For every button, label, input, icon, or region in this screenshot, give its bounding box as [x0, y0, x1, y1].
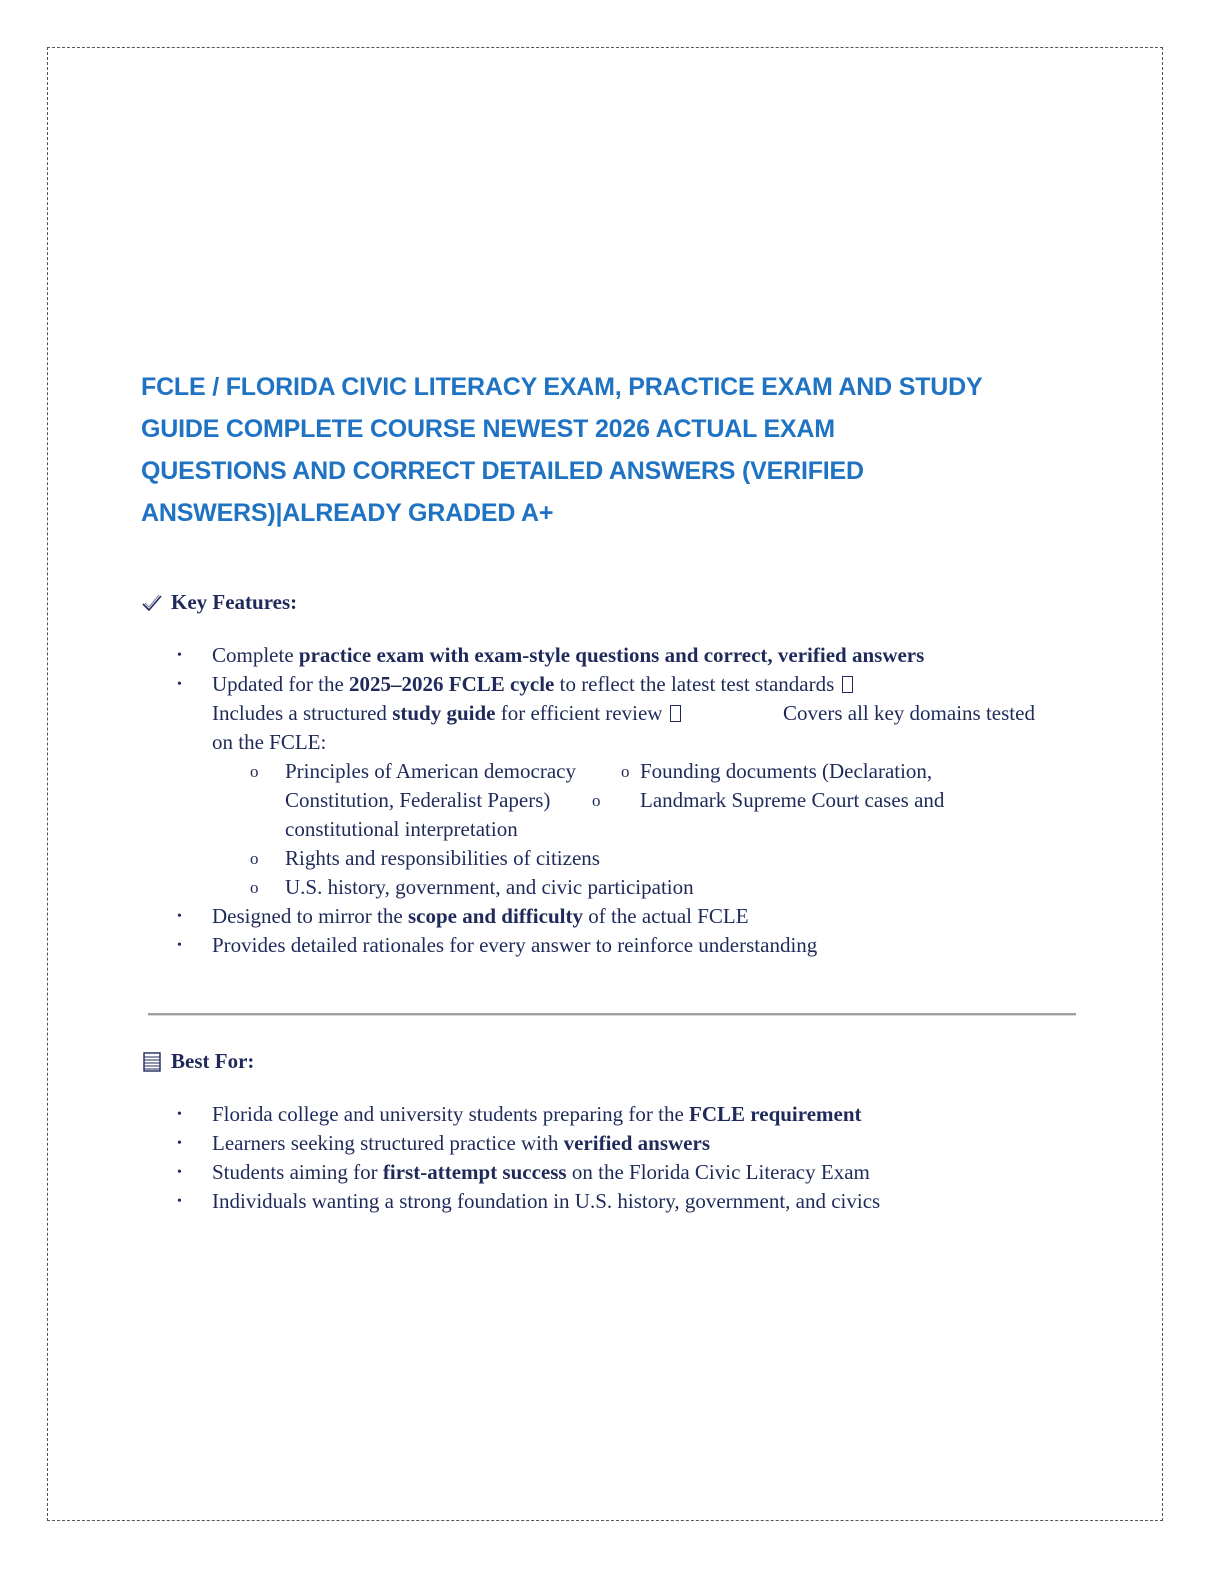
list-item: Provides detailed rationales for every answer to reinforce understanding: [212, 933, 818, 957]
key-features-label: Key Features:: [171, 590, 298, 614]
best-for-label: Best For:: [171, 1049, 255, 1073]
bullet-glyph: •: [177, 1194, 182, 1209]
list-item: Florida college and university students preparing for the FCLE requirement: [212, 1102, 862, 1126]
sub-list-item: Rights and responsibilities of citizens: [285, 846, 600, 870]
title-line: GUIDE COMPLETE COURSE NEWEST 2026 ACTUAL EXAM: [141, 415, 835, 443]
title-line: ANSWERS)|ALREADY GRADED A+: [141, 499, 554, 527]
key-features-heading: [141, 590, 297, 615]
list-item: Designed to mirror the scope and difficulty of the actual FCLE: [212, 904, 749, 928]
bullet-glyph: •: [177, 938, 182, 953]
missing-glyph-icon: [670, 705, 681, 722]
sub-list-item: constitutional interpretation: [285, 817, 518, 841]
ledger-icon: [141, 1051, 163, 1073]
bullet-glyph: •: [177, 1107, 182, 1122]
list-item: Students aiming for first-attempt success on the Florida Civic Literacy Exam: [212, 1160, 870, 1184]
sub-list-item: Founding documents (Declaration,: [640, 759, 933, 783]
best-for-heading: [141, 1049, 254, 1074]
sub-bullet-glyph: o: [250, 849, 259, 868]
list-item-continuation: Covers all key domains tested: [783, 701, 1035, 725]
sub-bullet-glyph: o: [250, 762, 259, 781]
list-item-continuation: on the FCLE:: [212, 730, 327, 754]
page-border: [47, 47, 1163, 1521]
list-item: Updated for the 2025–2026 FCLE cycle to reflect the latest test standards: [212, 670, 855, 699]
sub-list-item: U.S. history, government, and civic participation: [285, 875, 694, 899]
sub-bullet-glyph: o: [621, 762, 630, 781]
sub-list-item: Constitution, Federalist Papers): [285, 788, 551, 812]
missing-glyph-icon: [842, 676, 853, 693]
title-line: FCLE / FLORIDA CIVIC LITERACY EXAM, PRACTICE EXAM AND STUDY: [141, 373, 983, 401]
list-item: Learners seeking structured practice with verified answers: [212, 1131, 710, 1155]
title-line: QUESTIONS AND CORRECT DETAILED ANSWERS (VERIFIED: [141, 457, 864, 485]
list-item: Complete practice exam with exam-style questions and correct, verified answers: [212, 643, 925, 667]
list-item: Individuals wanting a strong foundation in U.S. history, government, and civics: [212, 1189, 881, 1213]
check-mark-icon: [141, 592, 163, 614]
bullet-glyph: •: [177, 1136, 182, 1151]
section-divider: [148, 1013, 1076, 1016]
document-title: [141, 366, 1101, 534]
sub-list-item: Principles of American democracy: [285, 759, 576, 783]
list-item-continuation: Includes a structured study guide for efficient review: [212, 699, 683, 728]
sub-list-item: Landmark Supreme Court cases and: [640, 788, 945, 812]
sub-bullet-glyph: o: [250, 878, 259, 897]
bullet-glyph: •: [177, 909, 182, 924]
bullet-glyph: •: [177, 1165, 182, 1180]
bullet-glyph: •: [177, 677, 182, 692]
bullet-glyph: •: [177, 648, 182, 663]
sub-bullet-glyph: o: [592, 791, 601, 810]
